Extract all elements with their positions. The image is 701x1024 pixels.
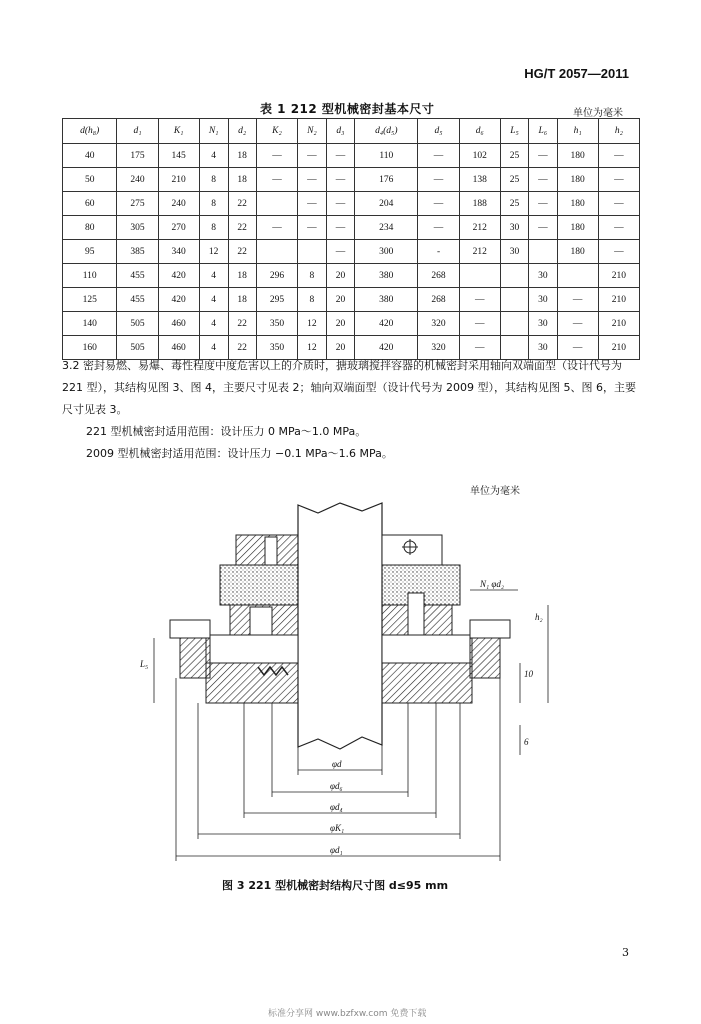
table-cell bbox=[529, 240, 557, 264]
table-cell: 460 bbox=[158, 336, 199, 360]
table-body bbox=[63, 144, 640, 360]
table-cell: 4 bbox=[199, 288, 228, 312]
table-cell: 385 bbox=[117, 240, 158, 264]
column-header: d₆ bbox=[459, 119, 500, 144]
left-seal-assembly bbox=[170, 535, 298, 703]
label-d1: φd₁ bbox=[330, 845, 343, 855]
table-cell: 30 bbox=[529, 312, 557, 336]
table-cell: 138 bbox=[459, 168, 500, 192]
table-cell: 210 bbox=[598, 312, 639, 336]
label-callout: N₁ φd₂ bbox=[480, 579, 504, 589]
column-header: K₁ bbox=[158, 119, 199, 144]
label-K1: φK₁ bbox=[330, 823, 345, 833]
table-cell: 30 bbox=[529, 336, 557, 360]
table-cell: 160 bbox=[63, 336, 117, 360]
column-header: d₂ bbox=[228, 119, 256, 144]
table-cell: 505 bbox=[117, 336, 158, 360]
column-header: d(h₈) bbox=[63, 119, 117, 144]
table-cell: 240 bbox=[158, 192, 199, 216]
table-cell: 350 bbox=[256, 336, 297, 360]
table-caption: 表 1 212 型机械密封基本尺寸 bbox=[260, 102, 435, 116]
table-cell: 20 bbox=[326, 336, 354, 360]
table-cell: 12 bbox=[199, 240, 228, 264]
table-cell: — bbox=[459, 312, 500, 336]
table-cell: 210 bbox=[598, 288, 639, 312]
page-number: 3 bbox=[622, 946, 629, 959]
table-cell: 8 bbox=[199, 192, 228, 216]
table-cell: — bbox=[326, 168, 354, 192]
table-cell: 20 bbox=[326, 264, 354, 288]
table-cell: — bbox=[459, 288, 500, 312]
table-cell: 188 bbox=[459, 192, 500, 216]
table-cell: 40 bbox=[63, 144, 117, 168]
table-cell: — bbox=[598, 192, 639, 216]
table-cell: 4 bbox=[199, 312, 228, 336]
table-cell: 320 bbox=[418, 312, 459, 336]
seal-drawing bbox=[140, 495, 560, 875]
table-cell: — bbox=[418, 192, 459, 216]
paragraph-2009-range: 2009 型机械密封适用范围：设计压力 −0.1 MPa～1.6 MPa。 bbox=[86, 447, 393, 460]
table-cell: — bbox=[298, 216, 327, 240]
table-cell: 95 bbox=[63, 240, 117, 264]
watermark: 标准分享网 www.bzfxw.com 免费下载 bbox=[268, 1009, 427, 1019]
table-cell: — bbox=[326, 192, 354, 216]
paragraph-221-range: 221 型机械密封适用范围：设计压力 0 MPa～1.0 MPa。 bbox=[86, 425, 367, 438]
table-cell: 20 bbox=[326, 288, 354, 312]
table-cell bbox=[500, 288, 528, 312]
table-cell: 8 bbox=[199, 168, 228, 192]
table-cell: 180 bbox=[557, 216, 598, 240]
table-cell bbox=[500, 264, 528, 288]
dimension-table bbox=[62, 118, 640, 360]
table-cell: 25 bbox=[500, 144, 528, 168]
column-header: N₁ bbox=[199, 119, 228, 144]
table-cell: 320 bbox=[418, 336, 459, 360]
table-cell: 22 bbox=[228, 312, 256, 336]
table-cell bbox=[500, 312, 528, 336]
table-cell bbox=[459, 264, 500, 288]
table-cell: 22 bbox=[228, 192, 256, 216]
table-cell: 210 bbox=[598, 336, 639, 360]
table-cell: 296 bbox=[256, 264, 297, 288]
label-d4: φd₄ bbox=[330, 802, 343, 812]
table-cell: 180 bbox=[557, 192, 598, 216]
column-header: d₃ bbox=[326, 119, 354, 144]
table-cell: 460 bbox=[158, 312, 199, 336]
table-cell: 420 bbox=[158, 288, 199, 312]
table-cell bbox=[298, 240, 327, 264]
table-cell bbox=[256, 192, 297, 216]
table-cell: 204 bbox=[355, 192, 418, 216]
table-cell: — bbox=[557, 288, 598, 312]
table-cell: 140 bbox=[63, 312, 117, 336]
table-cell: 20 bbox=[326, 312, 354, 336]
table-cell: 234 bbox=[355, 216, 418, 240]
table-cell: 380 bbox=[355, 264, 418, 288]
shaft bbox=[298, 503, 382, 749]
table-cell: 268 bbox=[418, 288, 459, 312]
table-cell: 380 bbox=[355, 288, 418, 312]
table-cell: 268 bbox=[418, 264, 459, 288]
table-cell: — bbox=[418, 168, 459, 192]
table-cell: 420 bbox=[355, 312, 418, 336]
standard-number: HG/T 2057—2011 bbox=[524, 66, 629, 81]
table-cell: 110 bbox=[63, 264, 117, 288]
label-d6: φd₆ bbox=[330, 781, 343, 791]
table-row bbox=[63, 144, 640, 168]
table-cell: — bbox=[459, 336, 500, 360]
table-cell: 420 bbox=[355, 336, 418, 360]
table-row bbox=[63, 216, 640, 240]
table-cell: 145 bbox=[158, 144, 199, 168]
table-cell: — bbox=[256, 144, 297, 168]
column-header: d₄(d₅) bbox=[355, 119, 418, 144]
table-cell: 30 bbox=[529, 264, 557, 288]
figure-caption: 图 3 221 型机械密封结构尺寸图 d≤95 mm bbox=[222, 879, 449, 892]
table-cell: 25 bbox=[500, 168, 528, 192]
table-cell: 110 bbox=[355, 144, 418, 168]
table-cell: 102 bbox=[459, 144, 500, 168]
table-cell: 8 bbox=[298, 288, 327, 312]
table-cell: 22 bbox=[228, 216, 256, 240]
table-cell: 505 bbox=[117, 312, 158, 336]
table-row bbox=[63, 288, 640, 312]
table-row bbox=[63, 168, 640, 192]
table-cell: 420 bbox=[158, 264, 199, 288]
column-header: K₂ bbox=[256, 119, 297, 144]
right-seal-assembly bbox=[382, 535, 510, 703]
column-header: L₆ bbox=[529, 119, 557, 144]
column-header: h₂ bbox=[598, 119, 639, 144]
table-cell: 210 bbox=[158, 168, 199, 192]
table-cell: 8 bbox=[199, 216, 228, 240]
table-cell: — bbox=[529, 216, 557, 240]
table-cell: 180 bbox=[557, 144, 598, 168]
table-cell: — bbox=[529, 144, 557, 168]
label-d: φd bbox=[332, 759, 342, 769]
table-cell: — bbox=[326, 144, 354, 168]
table-cell: — bbox=[326, 240, 354, 264]
table-cell: — bbox=[529, 168, 557, 192]
table-cell: 212 bbox=[459, 216, 500, 240]
table-cell: 80 bbox=[63, 216, 117, 240]
paragraph-3-2: 3.2 密封易燃、易爆、毒性程度中度危害以上的介质时，搪玻璃搅拌容器的机械密封采用轴向双端面型（设计代号为 221 型），其结构见图 3、图 4，主要尺寸见表 2；轴向双端面型（设计代号为 2009 型），其结构见图 5、图 6，主要尺寸见表 3。 bbox=[62, 359, 636, 416]
table-cell: 18 bbox=[228, 264, 256, 288]
table-cell: 30 bbox=[500, 240, 528, 264]
table-cell: — bbox=[256, 216, 297, 240]
column-header: h₁ bbox=[557, 119, 598, 144]
column-header: d₅ bbox=[418, 119, 459, 144]
table-cell: 60 bbox=[63, 192, 117, 216]
table-cell: — bbox=[298, 144, 327, 168]
table-cell: — bbox=[598, 168, 639, 192]
table-row bbox=[63, 240, 640, 264]
table-cell: — bbox=[529, 192, 557, 216]
table-cell: — bbox=[326, 216, 354, 240]
column-header: d₁ bbox=[117, 119, 158, 144]
table-row bbox=[63, 264, 640, 288]
label-10: 10 bbox=[524, 669, 533, 679]
table-cell: 340 bbox=[158, 240, 199, 264]
table-cell: 275 bbox=[117, 192, 158, 216]
table-cell bbox=[557, 264, 598, 288]
table-cell: 305 bbox=[117, 216, 158, 240]
table-cell: 180 bbox=[557, 168, 598, 192]
table-cell: — bbox=[557, 312, 598, 336]
label-L5: L₅ bbox=[140, 659, 149, 669]
table-cell: — bbox=[598, 144, 639, 168]
table-cell: 30 bbox=[500, 216, 528, 240]
table-cell: 175 bbox=[117, 144, 158, 168]
table-cell: 50 bbox=[63, 168, 117, 192]
table-cell: 18 bbox=[228, 144, 256, 168]
table-cell: 455 bbox=[117, 288, 158, 312]
table-cell: 455 bbox=[117, 264, 158, 288]
table-cell: 240 bbox=[117, 168, 158, 192]
table-cell: — bbox=[598, 240, 639, 264]
table-cell: 22 bbox=[228, 240, 256, 264]
table-cell: — bbox=[418, 216, 459, 240]
table-cell: 18 bbox=[228, 288, 256, 312]
table-cell: 350 bbox=[256, 312, 297, 336]
table-cell: 295 bbox=[256, 288, 297, 312]
table-cell: — bbox=[298, 192, 327, 216]
table-cell: 300 bbox=[355, 240, 418, 264]
table-cell: 125 bbox=[63, 288, 117, 312]
table-cell: 4 bbox=[199, 336, 228, 360]
figure-unit: 单位为毫米 bbox=[470, 486, 520, 497]
table-cell: — bbox=[598, 216, 639, 240]
label-h2: h₂ bbox=[535, 612, 543, 622]
table-cell: — bbox=[298, 168, 327, 192]
table-cell: 25 bbox=[500, 192, 528, 216]
table-cell: 12 bbox=[298, 312, 327, 336]
table-header-row bbox=[63, 119, 640, 144]
column-header: L₅ bbox=[500, 119, 528, 144]
table-cell: - bbox=[418, 240, 459, 264]
table-unit: 单位为毫米 bbox=[573, 108, 623, 119]
table-cell: 30 bbox=[529, 288, 557, 312]
table-cell: 176 bbox=[355, 168, 418, 192]
table-cell: 8 bbox=[298, 264, 327, 288]
column-header: N₂ bbox=[298, 119, 327, 144]
table-cell bbox=[256, 240, 297, 264]
table-cell: — bbox=[418, 144, 459, 168]
table-row bbox=[63, 192, 640, 216]
table-cell: 4 bbox=[199, 144, 228, 168]
table-cell: 22 bbox=[228, 336, 256, 360]
table-cell: 12 bbox=[298, 336, 327, 360]
table-cell: 212 bbox=[459, 240, 500, 264]
table-cell: 270 bbox=[158, 216, 199, 240]
table-cell: — bbox=[256, 168, 297, 192]
table-cell: 18 bbox=[228, 168, 256, 192]
table-cell: 210 bbox=[598, 264, 639, 288]
label-6: 6 bbox=[524, 737, 529, 747]
table-cell: — bbox=[557, 336, 598, 360]
table-cell: 180 bbox=[557, 240, 598, 264]
table-row bbox=[63, 312, 640, 336]
table-cell: 4 bbox=[199, 264, 228, 288]
